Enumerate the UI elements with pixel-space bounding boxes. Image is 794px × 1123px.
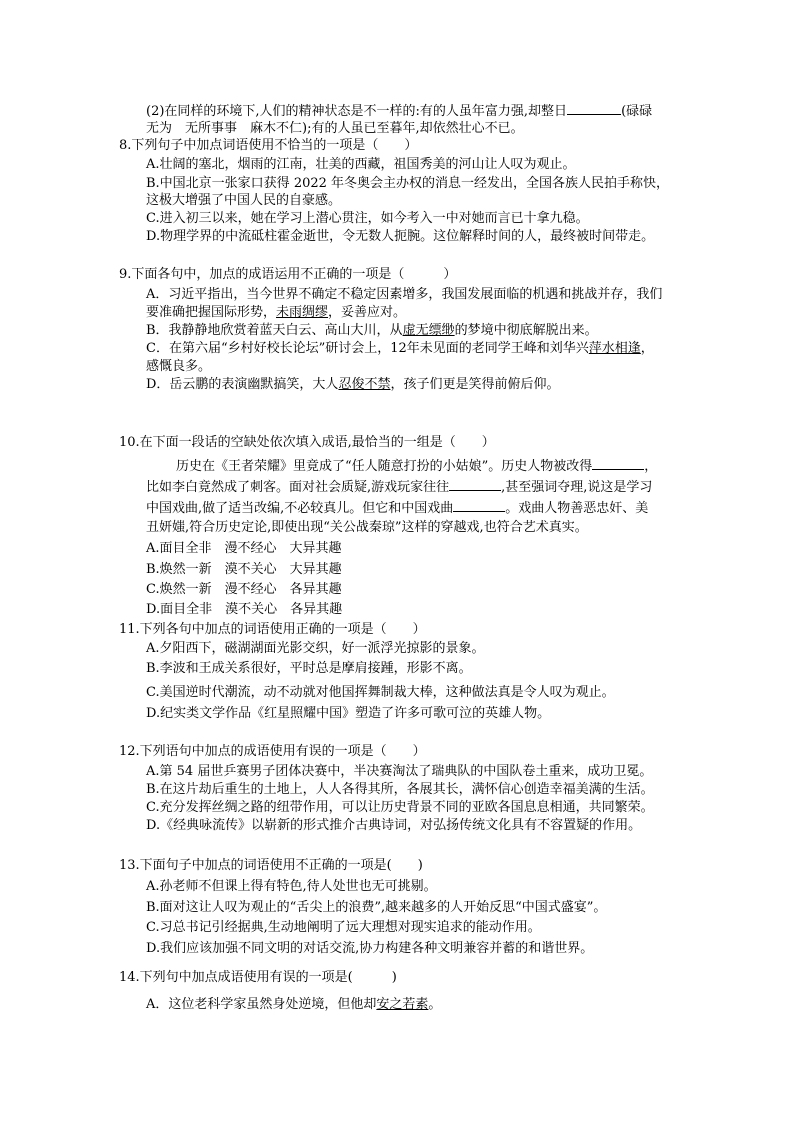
text-segment: A．这位老科学家虽然身处逆境，但他却 [146, 997, 377, 1012]
question-10-option-b: B.焕然一新 漠不关心 大异其趣 [146, 562, 342, 577]
text-segment: 中国戏曲,做了适当改编,不必较真儿。但它和中国戏曲 [146, 501, 454, 516]
text-line [146, 102, 652, 120]
text-segment: (碌碌 [621, 104, 653, 119]
fill-blank [567, 102, 621, 115]
fill-blank [449, 478, 501, 491]
underlined-idiom: 虚无缥缈 [402, 323, 455, 338]
question-10-option-c: C.焕然一新 漫不经心 各异其趣 [146, 582, 342, 597]
question-10-option-d: D.面目全非 漠不关心 各异其趣 [146, 602, 343, 617]
question-11-option-a: A.夕阳西下，磁湖湖面光影交织，好一派浮光掠影的景象。 [146, 641, 485, 656]
question-12-option-b: B.在这片劫后重生的土地上，人人各得其所，各展其长，满怀信心创造幸福美满的生活。 [146, 782, 654, 797]
text-segment: 的梦境中彻底解脱出来。 [454, 323, 598, 338]
question-10-stem: 10.在下面一段话的空缺处依次填入成语,最恰当的一组是（ ） [119, 435, 495, 450]
question-8-option-d: D.物理学界的中流砥柱霍金逝世，令无数人扼腕。这位解释时间的人，最终被时间带走。 [146, 229, 655, 244]
question-9-option-a-cont [146, 305, 406, 321]
question-9-option-b [146, 323, 598, 339]
text-line: 无为 无所事事 麻木不仁);有的人虽已至暮年,却依然壮心不已。 [146, 121, 524, 136]
text-segment: (2)在同样的环境下,人们的精神状态是不一样的:有的人虽年富力强,却整日 [146, 104, 568, 119]
text-segment: B．我静静地欣赏着蓝天白云、高山大川，从 [146, 323, 403, 338]
question-8-option-a: A.壮阔的塞北，烟雨的江南，壮美的西藏，祖国秀美的河山让人叹为观止。 [146, 157, 576, 172]
question-13-stem: 13.下面句子中加点的词语使用不正确的一项是( ) [119, 858, 423, 873]
question-8-option-b-cont: 这极大增强了中国人民的自豪感。 [146, 193, 342, 208]
text-segment: 要准确把握国际形势， [146, 305, 277, 320]
text-segment: ， [644, 459, 658, 474]
underlined-idiom: 安之若素 [376, 997, 429, 1012]
text-segment: C．在第六届“乡村好校长论坛”研讨会上，12年未见面的老同学王峰和刘华兴 [146, 341, 589, 356]
question-8-stem: 8.下列句子中加点词语使用不恰当的一项是（ ） [119, 138, 418, 153]
text-segment: 历史在《王者荣耀》里竟成了“任人随意打扮的小姑娘”。历史人物被改得 [176, 459, 593, 474]
question-10-passage [176, 457, 657, 475]
text-segment: ， [640, 341, 654, 356]
question-10-option-a: A.面目全非 漫不经心 大异其趣 [146, 541, 342, 556]
text-segment: 。 [428, 997, 442, 1012]
question-11-option-c: C.美国逆时代潮流，动不动就对他国挥舞制裁大棒，这种做法真是令人叹为观止。 [146, 685, 615, 700]
question-9-option-a: A．习近平指出，当今世界不确定不稳定因素增多，我国发展面临的机遇和挑战并存，我们 [146, 287, 663, 302]
underlined-idiom: 未雨绸缪 [276, 305, 329, 320]
question-11-option-d: D.纪实类文学作品《红星照耀中国》塑造了许多可歌可泣的英雄人物。 [146, 706, 551, 721]
question-8-option-c: C.进入初三以来，她在学习上潜心贯注，如今考入一中对她而言已十拿九稳。 [146, 211, 589, 226]
question-9-option-c-cont: 感慨良多。 [146, 359, 212, 374]
question-8-option-b: B.中国北京一张家口获得 2022 年冬奥会主办权的消息一经发出，全国各族人民拍手称快， [146, 176, 670, 191]
question-12-option-d: D.《经典咏流传》以崭新的形式推介古典诗词，对弘扬传统文化具有不容置疑的作用。 [146, 818, 642, 833]
underlined-idiom: 萍水相逢 [588, 341, 641, 356]
question-10-passage: 丑妍媸,符合历史定论,即使出现“关公战秦琼”这样的穿越戏,也符合艺术真实。 [146, 520, 588, 535]
question-11-stem: 11.下列各句中加点的词语使用正确的一项是（ ） [119, 622, 426, 637]
fill-blank [453, 499, 505, 512]
text-segment: 比如李白竟然成了刺客。面对社会质疑,游戏玩家往往 [146, 480, 450, 495]
question-13-option-d: D.我们应该加强不同文明的对话交流,协力构建各种文明兼容并蓄的和谐世界。 [146, 941, 594, 956]
question-9-option-c [146, 341, 654, 357]
question-12-stem: 12.下列语句中加点的成语使用有误的一项是（ ） [119, 744, 426, 759]
text-segment: ，孩子们更是笑得前俯后仰。 [390, 377, 560, 392]
underlined-idiom: 忍俊不禁 [338, 377, 391, 392]
question-12-option-a: A.第 54 届世乒赛男子团体决赛中，半决赛淘汰了瑞典队的中国队卷土重来，成功卫冕。 [146, 764, 653, 779]
question-13-option-b: B.面对这让人叹为观止的“舌尖上的浪费”,越来越多的人开始反思“中国式盛宴”。 [146, 900, 607, 915]
question-12-option-c: C.充分发挥丝绸之路的纽带作用，可以让历史背景不同的亚欧各国息息相通，共同繁荣。 [146, 800, 654, 815]
question-14-option-a [146, 997, 441, 1013]
text-segment: ,甚至强词夺理,说这是学习 [501, 480, 653, 495]
text-segment: D．岳云鹏的表演幽默搞笑，大人 [146, 377, 339, 392]
text-segment: 。戏曲人物善恶忠奸、美 [505, 501, 649, 516]
question-9-option-d [146, 377, 559, 393]
fill-blank [592, 457, 644, 470]
question-13-option-c: C.习总书记引经据典,生动地阐明了远大理想对现实追求的能动作用。 [146, 920, 541, 935]
question-11-option-b: B.李波和王成关系很好，平时总是摩肩接踵，形影不离。 [146, 661, 472, 676]
text-segment: ，妥善应对。 [328, 305, 407, 320]
question-9-stem: 9.下面各句中，加点的成语运用不正确的一项是（ ） [119, 267, 457, 282]
question-10-passage [146, 499, 648, 517]
question-13-option-a: A.孙老师不但课上得有特色,待人处世也无可挑剔。 [146, 879, 437, 894]
question-10-passage [146, 478, 652, 496]
question-14-stem: 14.下列句中加点成语使用有误的一项是( ) [119, 970, 397, 985]
